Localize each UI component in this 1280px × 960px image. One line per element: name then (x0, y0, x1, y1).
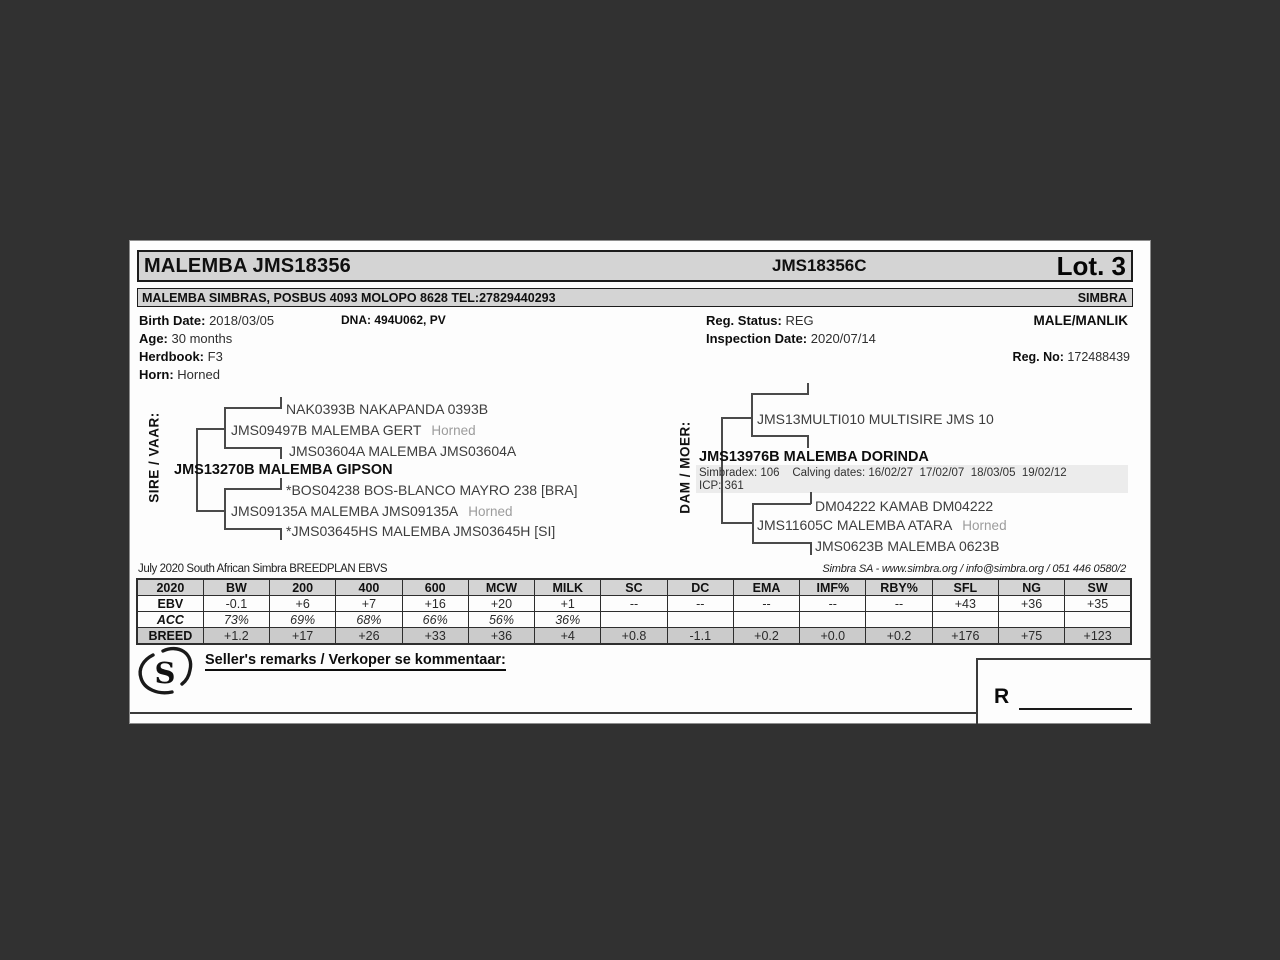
sire-panel-label: SIRE / VAAR: (146, 412, 162, 503)
ebv-col-header: RBY% (866, 579, 932, 596)
ebv-row-label: BREED (137, 628, 203, 645)
sire-sire (231, 422, 476, 438)
birth-date-value: 2018/03/05 (209, 313, 275, 328)
ebv-caption: July 2020 South African Simbra BREEDPLAN EBVS (138, 563, 388, 575)
ebv-row (137, 612, 1131, 628)
ebv-cell (667, 612, 733, 628)
pedigree-line (751, 435, 808, 437)
pedigree-line (751, 393, 808, 395)
dam-sire: JMS13MULTI010 MULTISIRE JMS 10 (757, 411, 994, 427)
ebv-col-header: SW (1065, 579, 1131, 596)
sire-grandsire2: *BOS04238 BOS-BLANCO MAYRO 238 [BRA] (286, 482, 578, 498)
reg-no-line (1013, 350, 1130, 364)
ebv-col-header: DC (667, 579, 733, 596)
ebv-col-header: 600 (402, 579, 468, 596)
sire-grandsire1: NAK0393B NAKAPANDA 0393B (286, 401, 489, 417)
ebv-col-header: NG (998, 579, 1064, 596)
breed-name: SIMBRA (1077, 290, 1127, 305)
herdbook-line (139, 349, 223, 364)
herdbook-value: F3 (207, 349, 223, 364)
ebv-cell: +6 (270, 596, 336, 612)
catalog-page (129, 240, 1151, 724)
ebv-row-label: ACC (137, 612, 203, 628)
ebv-cell: +4 (535, 628, 601, 645)
ebv-cell (800, 612, 866, 628)
breeder-bar (137, 288, 1133, 307)
ebv-cell: 73% (203, 612, 269, 628)
lot-number: Lot. 3 (1056, 251, 1126, 281)
sire-granddam2: *JMS03645HS MALEMBA JMS03645H [SI] (286, 523, 556, 539)
ebv-cell: +1 (535, 596, 601, 612)
ebv-cell (866, 612, 932, 628)
sire-dam (231, 503, 513, 519)
ebv-cell: +36 (998, 596, 1064, 612)
ebv-cell: -- (601, 596, 667, 612)
ebv-cell: +16 (402, 596, 468, 612)
pedigree-line (196, 510, 224, 512)
page-divider (130, 712, 977, 714)
ebv-cell: +36 (468, 628, 534, 645)
sire-sire-horn: Horned (431, 423, 476, 438)
reg-status-label: Reg. Status: (706, 313, 782, 328)
pedigree-line (752, 503, 754, 543)
ebv-contact: Simbra SA - www.simbra.org / info@simbra.org / 051 446 0580/2 (822, 563, 1126, 575)
dam-stats-line2: ICP: 361 (699, 480, 744, 492)
ebv-cell (998, 612, 1064, 628)
ebv-row (137, 596, 1131, 612)
birth-date-line (139, 313, 274, 328)
pedigree-line (807, 383, 809, 395)
pedigree-line (224, 488, 281, 490)
ebv-cell: +20 (468, 596, 534, 612)
reg-status-line (706, 313, 814, 328)
dam-name: JMS13976B MALEMBA DORINDA (699, 449, 929, 465)
ebv-col-header: EMA (733, 579, 799, 596)
ebv-cell: +0.0 (800, 628, 866, 645)
sex-line (1034, 313, 1129, 328)
pedigree-line (810, 542, 812, 555)
ebv-row (137, 628, 1131, 645)
ebv-col-header: BW (203, 579, 269, 596)
pedigree-line (280, 397, 282, 409)
pedigree-line (196, 428, 224, 430)
ebv-cell: 69% (270, 612, 336, 628)
inspection-value: 2020/07/14 (810, 331, 876, 346)
pedigree-line (224, 408, 226, 449)
ebv-header-row (137, 579, 1131, 596)
pedigree-line (280, 447, 282, 459)
age-value: 30 months (171, 331, 233, 346)
remarks-title: Seller's remarks / Verkoper se kommentaar: (205, 652, 506, 671)
ebv-cell: +75 (998, 628, 1064, 645)
reg-no-value: 172488439 (1067, 350, 1130, 364)
pedigree-line (721, 522, 752, 524)
pedigree-line (280, 478, 282, 490)
pedigree-line (752, 503, 811, 505)
ebv-cell: +33 (402, 628, 468, 645)
ebv-col-header: 400 (336, 579, 402, 596)
dam-dam-horn: Horned (962, 518, 1007, 533)
ebv-cell (932, 612, 998, 628)
dna-label: DNA: (341, 313, 371, 327)
sire-dam-name: JMS09135A MALEMBA JMS09135A (231, 503, 459, 519)
ebv-row-label: EBV (137, 596, 203, 612)
dna-value: 494U062, PV (374, 313, 446, 327)
birth-date-label: Birth Date: (139, 313, 206, 328)
ebv-cell: -- (667, 596, 733, 612)
horn-value: Horned (177, 367, 220, 382)
ebv-cell: +1.2 (203, 628, 269, 645)
ebv-cell: -0.1 (203, 596, 269, 612)
ebv-cell: 56% (468, 612, 534, 628)
dna-line (341, 313, 446, 327)
dam-panel-label: DAM / MOER: (677, 421, 693, 514)
ebv-cell: 66% (402, 612, 468, 628)
age-label: Age: (139, 331, 168, 346)
ebv-col-header: SC (601, 579, 667, 596)
pedigree-line (810, 492, 812, 504)
ebv-cell: +176 (932, 628, 998, 645)
dam-grandsire2: DM04222 KAMAB DM04222 (815, 498, 994, 514)
ebv-col-header: SFL (932, 579, 998, 596)
ebv-cell: 68% (336, 612, 402, 628)
dam-dam (757, 517, 1007, 533)
pedigree-line (807, 435, 809, 448)
price-box-border (976, 658, 1152, 660)
inspection-label: Inspection Date: (706, 331, 808, 346)
animal-name: MALEMBA JMS18356 (144, 254, 351, 277)
horn-line (139, 367, 220, 382)
sex-value: MALE/MANLIK (1033, 313, 1128, 328)
ebv-cell: -- (800, 596, 866, 612)
svg-text:S: S (154, 656, 176, 690)
ebv-col-header: MILK (535, 579, 601, 596)
pedigree-line (224, 489, 226, 530)
ebv-cell: +17 (270, 628, 336, 645)
ebv-cell: +35 (1065, 596, 1131, 612)
ebv-table (136, 578, 1132, 645)
pedigree-line (752, 542, 811, 544)
pedigree-line (224, 528, 281, 530)
price-currency-label: R (994, 685, 1010, 708)
lot-header-bar (137, 250, 1133, 282)
sire-granddam1: JMS03604A MALEMBA JMS03604A (289, 443, 517, 459)
ebv-cell (601, 612, 667, 628)
reg-no-label: Reg. No: (1012, 350, 1064, 364)
ebv-cell: -1.1 (667, 628, 733, 645)
pedigree-line (751, 394, 753, 437)
seller-brand-icon (136, 646, 200, 700)
price-box-border (976, 658, 978, 724)
ebv-col-header: MCW (468, 579, 534, 596)
ebv-cell: +123 (1065, 628, 1131, 645)
ebv-cell (1065, 612, 1131, 628)
pedigree-line (224, 447, 281, 449)
ebv-cell: +0.2 (733, 628, 799, 645)
ebv-cell: -- (866, 596, 932, 612)
ebv-cell (733, 612, 799, 628)
herdbook-label: Herdbook: (139, 349, 204, 364)
breeder-address: MALEMBA SIMBRAS, POSBUS 4093 MOLOPO 8628 TEL:27829440293 (142, 290, 556, 305)
ebv-cell: 36% (535, 612, 601, 628)
reg-status-value: REG (785, 313, 814, 328)
pedigree-line (721, 417, 751, 419)
dam-stats-line1: Simbradex: 106 Calving dates: 16/02/27 17/02/07 18/03/05 19/02/12 (699, 467, 1067, 479)
ebv-col-header: 2020 (137, 579, 203, 596)
animal-id: JMS18356C (772, 256, 867, 275)
pedigree-line (280, 528, 282, 540)
ebv-cell: +0.8 (601, 628, 667, 645)
dam-granddam2: JMS0623B MALEMBA 0623B (815, 538, 1000, 554)
ebv-col-header: IMF% (800, 579, 866, 596)
horn-label: Horn: (139, 367, 174, 382)
sire-dam-horn: Horned (468, 504, 513, 519)
dam-dam-name: JMS11605C MALEMBA ATARA (757, 517, 953, 533)
ebv-cell: +43 (932, 596, 998, 612)
ebv-cell: +26 (336, 628, 402, 645)
inspection-line (706, 331, 876, 346)
pedigree-line (224, 407, 281, 409)
price-blank-line (1019, 708, 1132, 710)
sire-sire-name: JMS09497B MALEMBA GERT (231, 422, 422, 438)
age-line (139, 331, 232, 346)
ebv-cell: -- (733, 596, 799, 612)
ebv-col-header: 200 (270, 579, 336, 596)
ebv-cell: +0.2 (866, 628, 932, 645)
ebv-cell: +7 (336, 596, 402, 612)
sire-name: JMS13270B MALEMBA GIPSON (174, 462, 393, 478)
